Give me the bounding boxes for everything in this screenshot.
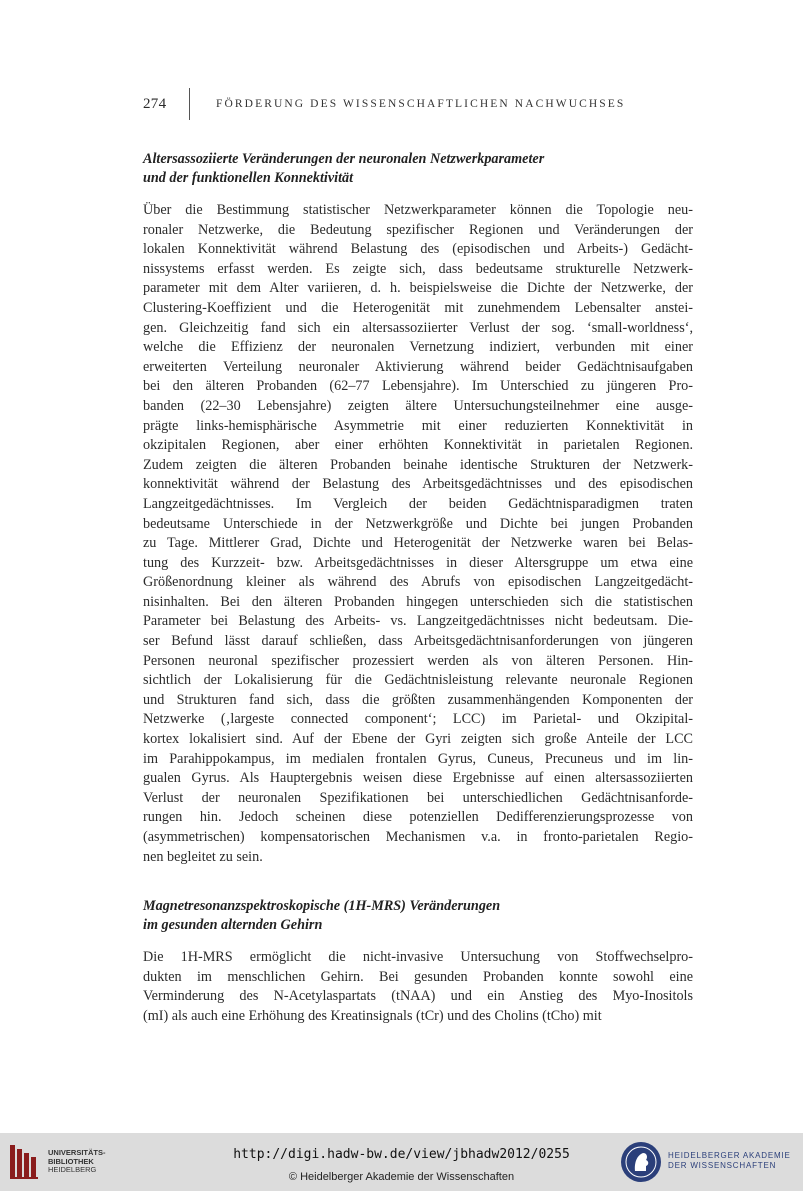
text-line: und Strukturen fand sich, dass die größten zusammenhängenden Komponenten der: [143, 691, 693, 708]
text-line: (mI) als auch eine Erhöhung des Kreatinsignals (tCr) und des Cholins (tCho) mit: [143, 1007, 602, 1024]
text-line: rungen hin. Jedoch scheinen diese potenziellen Dedifferenzierungsprozesse von: [143, 809, 693, 826]
text-line: lokalen Konnektivität während Belastung des (episodischen und Arbeits-) Gedächt-: [143, 241, 693, 258]
text-line: Die 1H-MRS ermöglicht die nicht-invasive Untersuchung von Stoffwechselpro-: [143, 949, 693, 966]
running-title: FÖRDERUNG DES WISSENSCHAFTLICHEN NACHWUCHSES: [216, 98, 626, 110]
text-line: Netzwerke (‚largeste connected component‘; LCC) im Parietal- und Okzipital-: [143, 711, 693, 728]
text-line: zu Tage. Mittlerer Grad, Dichte und Heterogenität der Netzwerke waren bei Belas-: [143, 535, 693, 552]
text-line: Parameter bei Belastung des Arbeits- vs. Langzeitgedächtnisses nicht bedeutsam. Die-: [143, 613, 693, 630]
text-line: ser Befund lässt darauf schließen, dass Arbeitsgedächtnisanforderungen von jüngeren: [143, 633, 693, 650]
text-line: kortex lokalisiert sind. Auf der Ebene der Gyri zeigten sich große Anteile der LCC: [143, 731, 693, 748]
heading-line: im gesunden alternden Gehirn: [143, 917, 323, 934]
text-line: nisinhalten. Bei den älteren Probanden hingegen unterschieden sich die statistischen: [143, 593, 693, 610]
academy-seal-icon: [620, 1141, 662, 1183]
heading-line: und der funktionellen Konnektivität: [143, 170, 354, 186]
text-line: Clustering-Koeffizient und die Heterogenität mit zunehmendem Lebensalter anstei-: [143, 299, 693, 316]
library-name-line: UNIVERSITÄTS-: [48, 1148, 106, 1157]
text-line: im Parahippokampus, im medialen frontalen Gyrus, Cuneus, Precuneus und im lin-: [143, 750, 693, 767]
text-line: Langzeitgedächtnisses. Im Vergleich der beiden Gedächtnisparadigmen traten: [143, 495, 693, 512]
section-heading-mrs: [143, 897, 693, 935]
text-line: banden (22–30 Lebensjahre) zeigten ältere Untersuchungsteilnehmer eine ausge-: [143, 397, 693, 414]
text-line: nen begleitet zu sein.: [143, 848, 263, 865]
text-line: dukten im menschlichen Gehirn. Bei gesunden Probanden konnte sowohl eine: [143, 968, 693, 985]
paragraph-connectivity: [143, 201, 693, 867]
copyright-notice: © Heidelberger Akademie der Wissenschaften: [288, 1171, 515, 1183]
text-line: Verminderung des N-Acetylaspartats (tNAA) und ein Anstieg des Myo-Inositols: [143, 988, 693, 1005]
page-content: [143, 150, 693, 1027]
academy-name-line: DER WISSENSCHAFTEN: [668, 1161, 777, 1170]
text-line: Personen neuronal spezifischer prozessiert werden als von älteren Personen. Hin-: [143, 652, 693, 669]
text-line: okzipitalen Regionen, aber einer erhöhten Konnektivität in parietalen Regionen.: [143, 437, 693, 454]
page-header: [143, 96, 703, 120]
text-line: Größenordnung kleiner als während des Abrufs von episodischen Langzeitgedächt-: [143, 574, 693, 591]
text-line: Über die Bestimmung statistischer Netzwerkparameter können die Topologie neu-: [143, 202, 693, 218]
academy-name: [668, 1151, 791, 1171]
text-line: tung des Kurzzeit- bzw. Arbeitsgedächtnisses in dieser Altersgruppe um etwa eine: [143, 554, 693, 571]
header-divider: [189, 88, 190, 120]
academy-name-line: HEIDELBERGER AKADEMIE: [668, 1151, 791, 1160]
section-heading-connectivity: [143, 150, 693, 188]
text-line: welche die Effizienz der neuronalen Vernetzung indiziert, verbunden mit einer: [143, 339, 693, 356]
permalink-url[interactable]: http://digi.hadw-bw.de/view/jbhadw2012/0255: [233, 1147, 570, 1162]
paragraph-mrs: [143, 948, 693, 1026]
text-line: bedeutsame Unterschiede in der Netzwerkgröße und Dichte bei jungen Probanden: [143, 515, 693, 532]
heading-line: Magnetresonanzspektroskopische (1H-MRS) Veränderungen: [143, 898, 501, 915]
text-line: prägte links-hemisphärische Asymmetrie mit einer reduzierten Konnektivität in: [143, 417, 693, 434]
library-name-line: HEIDELBERG: [48, 1165, 97, 1175]
text-line: konnektivität während der Belastung des Arbeitsgedächtnisses und des episodischen: [143, 476, 693, 493]
page-number: 274: [143, 96, 167, 112]
text-line: sichtlich der Lokalisierung für die Gedächtnisleistung relevante neuronale Regionen: [143, 672, 693, 689]
text-line: parameter mit dem Alter variieren, d. h. beispielsweise die Dichte der Netzwerke, der: [143, 280, 693, 297]
text-line: gen. Gleichzeitig fand sich ein altersassoziierter Verlust der sog. ‘small-worldness‘,: [143, 319, 693, 336]
library-name-line: BIBLIOTHEK: [48, 1156, 94, 1166]
text-line: Verlust der neuronalen Spezifikationen bei unterschiedlichen Gedächtnisanforde-: [143, 789, 693, 806]
footer-bar: [0, 1133, 803, 1191]
text-line: gualen Gyrus. Als Hauptergebnis weisen diese Ergebnisse auf einen altersassoziierten: [143, 770, 693, 787]
text-line: erweiterten Verteilung neuronaler Aktivierung während beider Gedächtnisaufgaben: [143, 358, 693, 375]
text-line: ronaler Netzwerke, die Bedeutung spezifischer Regionen und Veränderungen der: [143, 221, 693, 238]
text-line: nissystems erfasst werden. Es zeigte sich, dass bedeutsame strukturelle Netzwerk-: [143, 260, 693, 277]
heading-line: Altersassoziierte Veränderungen der neuronalen Netzwerkparameter: [143, 151, 545, 167]
text-line: Zudem zeigten die älteren Probanden beinahe identische Strukturen der Netzwerk-: [143, 456, 693, 473]
text-line: bei den älteren Probanden (62–77 Lebensjahre). Im Unterschied zu jüngeren Pro-: [143, 378, 693, 395]
text-line: (asymmetrischen) kompensatorischen Mechanismen v.a. in fronto-parietalen Regio-: [143, 829, 693, 845]
